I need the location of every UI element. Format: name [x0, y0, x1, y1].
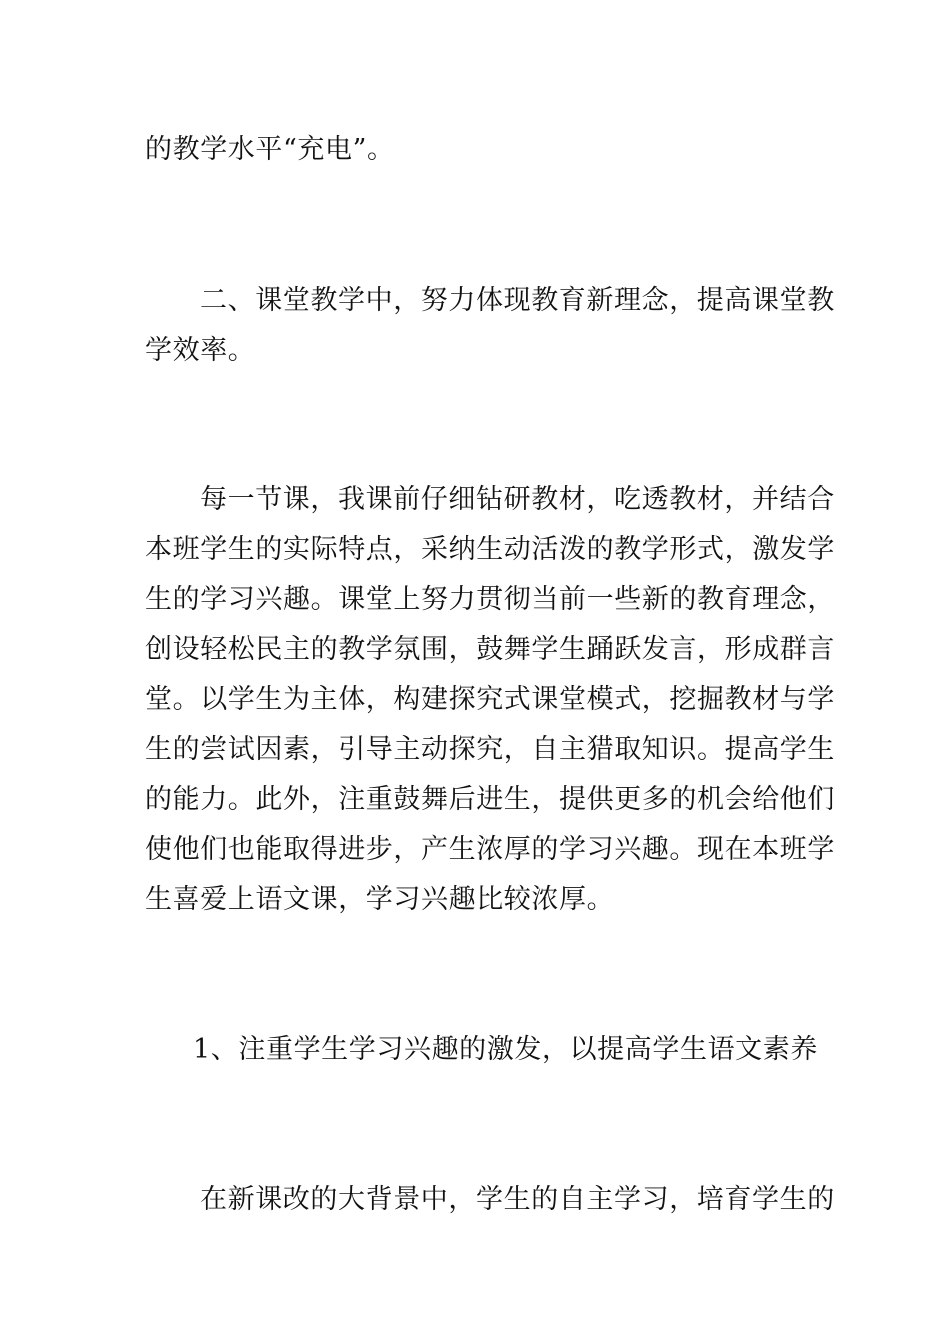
paragraph-line: 生的尝试因素，引导主动探究，自主猎取知识。提高学生 — [145, 734, 835, 765]
paragraph-line: 在新课改的大背景中，学生的自主学习，培育学生的 — [200, 1184, 835, 1215]
paragraph-line: 生的学习兴趣。课堂上努力贯彻当前一些新的教育理念， — [145, 584, 835, 615]
paragraph-line: 的能力。此外，注重鼓舞后进生，提供更多的机会给他们 — [145, 784, 835, 815]
section-heading-line: 学效率。 — [145, 335, 256, 366]
paragraph-line: 的教学水平“充电”。 — [145, 134, 395, 165]
paragraph-line: 创设轻松民主的教学氛围，鼓舞学生踊跃发言，形成群言 — [145, 634, 835, 665]
paragraph-line: 每一节课，我课前仔细钻研教材，吃透教材，并结合 — [200, 484, 835, 515]
section-heading-line: 二、课堂教学中，努力体现教育新理念，提高课堂教 — [200, 285, 835, 316]
paragraph-line: 本班学生的实际特点，采纳生动活泼的教学形式，激发学 — [145, 534, 835, 565]
paragraph-line: 堂。以学生为主体，构建探究式课堂模式，挖掘教材与学 — [145, 684, 835, 715]
paragraph-line: 使他们也能取得进步，产生浓厚的学习兴趣。现在本班学 — [145, 834, 835, 865]
subsection-heading-line: 1、注重学生学习兴趣的激发，以提高学生语文素养 — [193, 1034, 818, 1065]
paragraph-line: 生喜爱上语文课，学习兴趣比较浓厚。 — [145, 884, 615, 915]
